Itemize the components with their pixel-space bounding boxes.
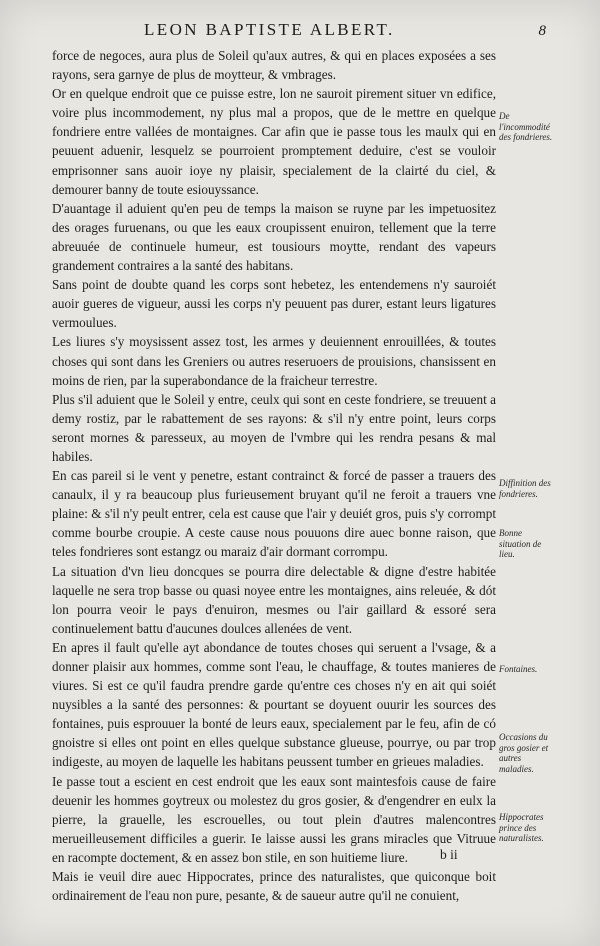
margin-note-fontaines: Fontaines. [499,664,538,674]
paragraph: Mais ie veuil dire auec Hippocrates, prince des naturalistes, que quiconque boit ordinairement de l'eau non pure, pesante, & de saueur autre qu'il ne conuient, [52,869,496,904]
paragraph: La situation d'vn lieu doncques se pourra dire delectable & digne d'estre habitée laquelle ne sera trop basse ou quasi noyee entre les montaignes, ains releuée, & dót lon pourra veoir le pays d'enuiron, mesmes ou l'air gaillard & essoré sera continuelement battu d'aucunes doulces allenées de vent. [52,563,496,636]
page-header [60,20,546,40]
paragraph: D'auantage il aduient qu'en peu de temps la maison se ruyne par les impetuositez des orages furuenans, ou que les eaux croupissent enuiron, tellement que la terre abreuuée de continuele humeur, est tousiours moytte, rendant des vapeurs grandement contraires a la santé des habitans. [52,200,496,274]
signature-mark: b ii [440,847,458,862]
running-title: LEON BAPTISTE ALBERT. [144,20,395,39]
paragraph: Les liures s'y moysissent assez tost, les armes y deuiennent enrouillées, & toutes choses qui sont dans les Greniers ou autres reseruoers de prouisions, chansissent en moins de rien, par la superabondance de la fraicheur terrestre. [52,334,496,388]
main-text-block [52,46,496,905]
margin-note-diffinition: Diffinition des fondrieres. [499,478,551,499]
paragraph: force de negoces, aura plus de Soleil qu'aux autres, & qui en places exposées a ses rayons, sera garnye de plus de moytteur, & vmbrages. [52,48,496,83]
margin-note-bonne-situation: Bonne situation de lieu. [499,528,542,559]
paragraph: Or en quelque endroit que ce puisse estre, lon ne sauroit pirement situer vn edifice, voire plus incommodement, ny plus mal a propos, que de le mettre en quelque fondriere entre vallées de montaignes. Car afin que ie passe tous les maulx qui en peuuent aduenir, lesquelz se pourroient promptement deduire, c'est se vouloir emprisonner sans auoir ioye ny plaisir, specialement de la clairté du ciel, & demourer banny de toute esiouyssance. [52,86,496,197]
paragraph: Sans point de doubte quand les corps sont hebetez, les entendemens n'y sauroiét auoir gueres de vigueur, aussi les corps n'y peuuent pas durer, estant leurs ligatures vermoulues. [52,277,496,331]
folio-number: 8 [538,23,546,39]
margin-note-occasions: Occasions du gros gosier et autres maladies. [499,732,549,774]
paragraph: En cas pareil si le vent y penetre, estant contrainct & forcé de passer a trauers des canaulx, il y ra beaucoup plus furieusement bruyant qu'il ne feroit a trauers vne plaine: & s'il n'y peult entrer, cela est cause que l'air y deuiét gros, puis s'y corrompt comme bourbe croupie. A ceste cause nous pouuons dire auec bonne raison, que teles fondrieres sont estangz ou maraiz d'air dormant corrompu. [52,468,496,560]
margin-note-incommodite: De l'incommodité des fondrieres. [499,111,553,142]
margin-note-hippocrates: Hippocrates prince des naturalistes. [499,812,544,843]
paragraph: En apres il fault qu'elle ayt abondance de toutes choses qui seruent a l'vsage, & a donner plaisir aux hommes, comme sont l'eau, le chauffage, & toutes manieres de viures. Si est ce qu'il faudra prendre garde qu'entre ces choses n'y en ait qui soiét nuysibles a la santé des personnes: & pourtant se doyuent ouurir les sources des fontaines, puis esprouuer la bonté de leurs eaux, specialement par le feu, afin de có gnoistre si elles ont point en elles quelque substance glueuse, pourrye, ou par trop indigeste, au moyen de laquelle les habitans peussent tumber en grieues maladies. [52,639,496,770]
paragraph: Ie passe tout a escient en cest endroit que les eaux sont maintesfois cause de faire deuenir les hommes goytreux ou molestez du gros gosier, & d'engendrer en eulx la pierre, la grauelle, les escrouelles, ou tout plein d'autres malencontres merueilleusement difficiles a guerir. Ie laisse aussi les grans miracles que Vitruue en racompte doctement, & en assez bon stile, en son huitieme liure. [52,773,496,865]
paragraph: Plus s'il aduient que le Soleil y entre, ceulx qui sont en ceste fondriere, se treuuent a demy rostiz, par le rabattement de ses rayons: & s'il n'y entre point, leurs corps seront mornes & paresseux, au moyen de l'vmbre qui les rendra pesans & mal habiles. [52,391,496,464]
